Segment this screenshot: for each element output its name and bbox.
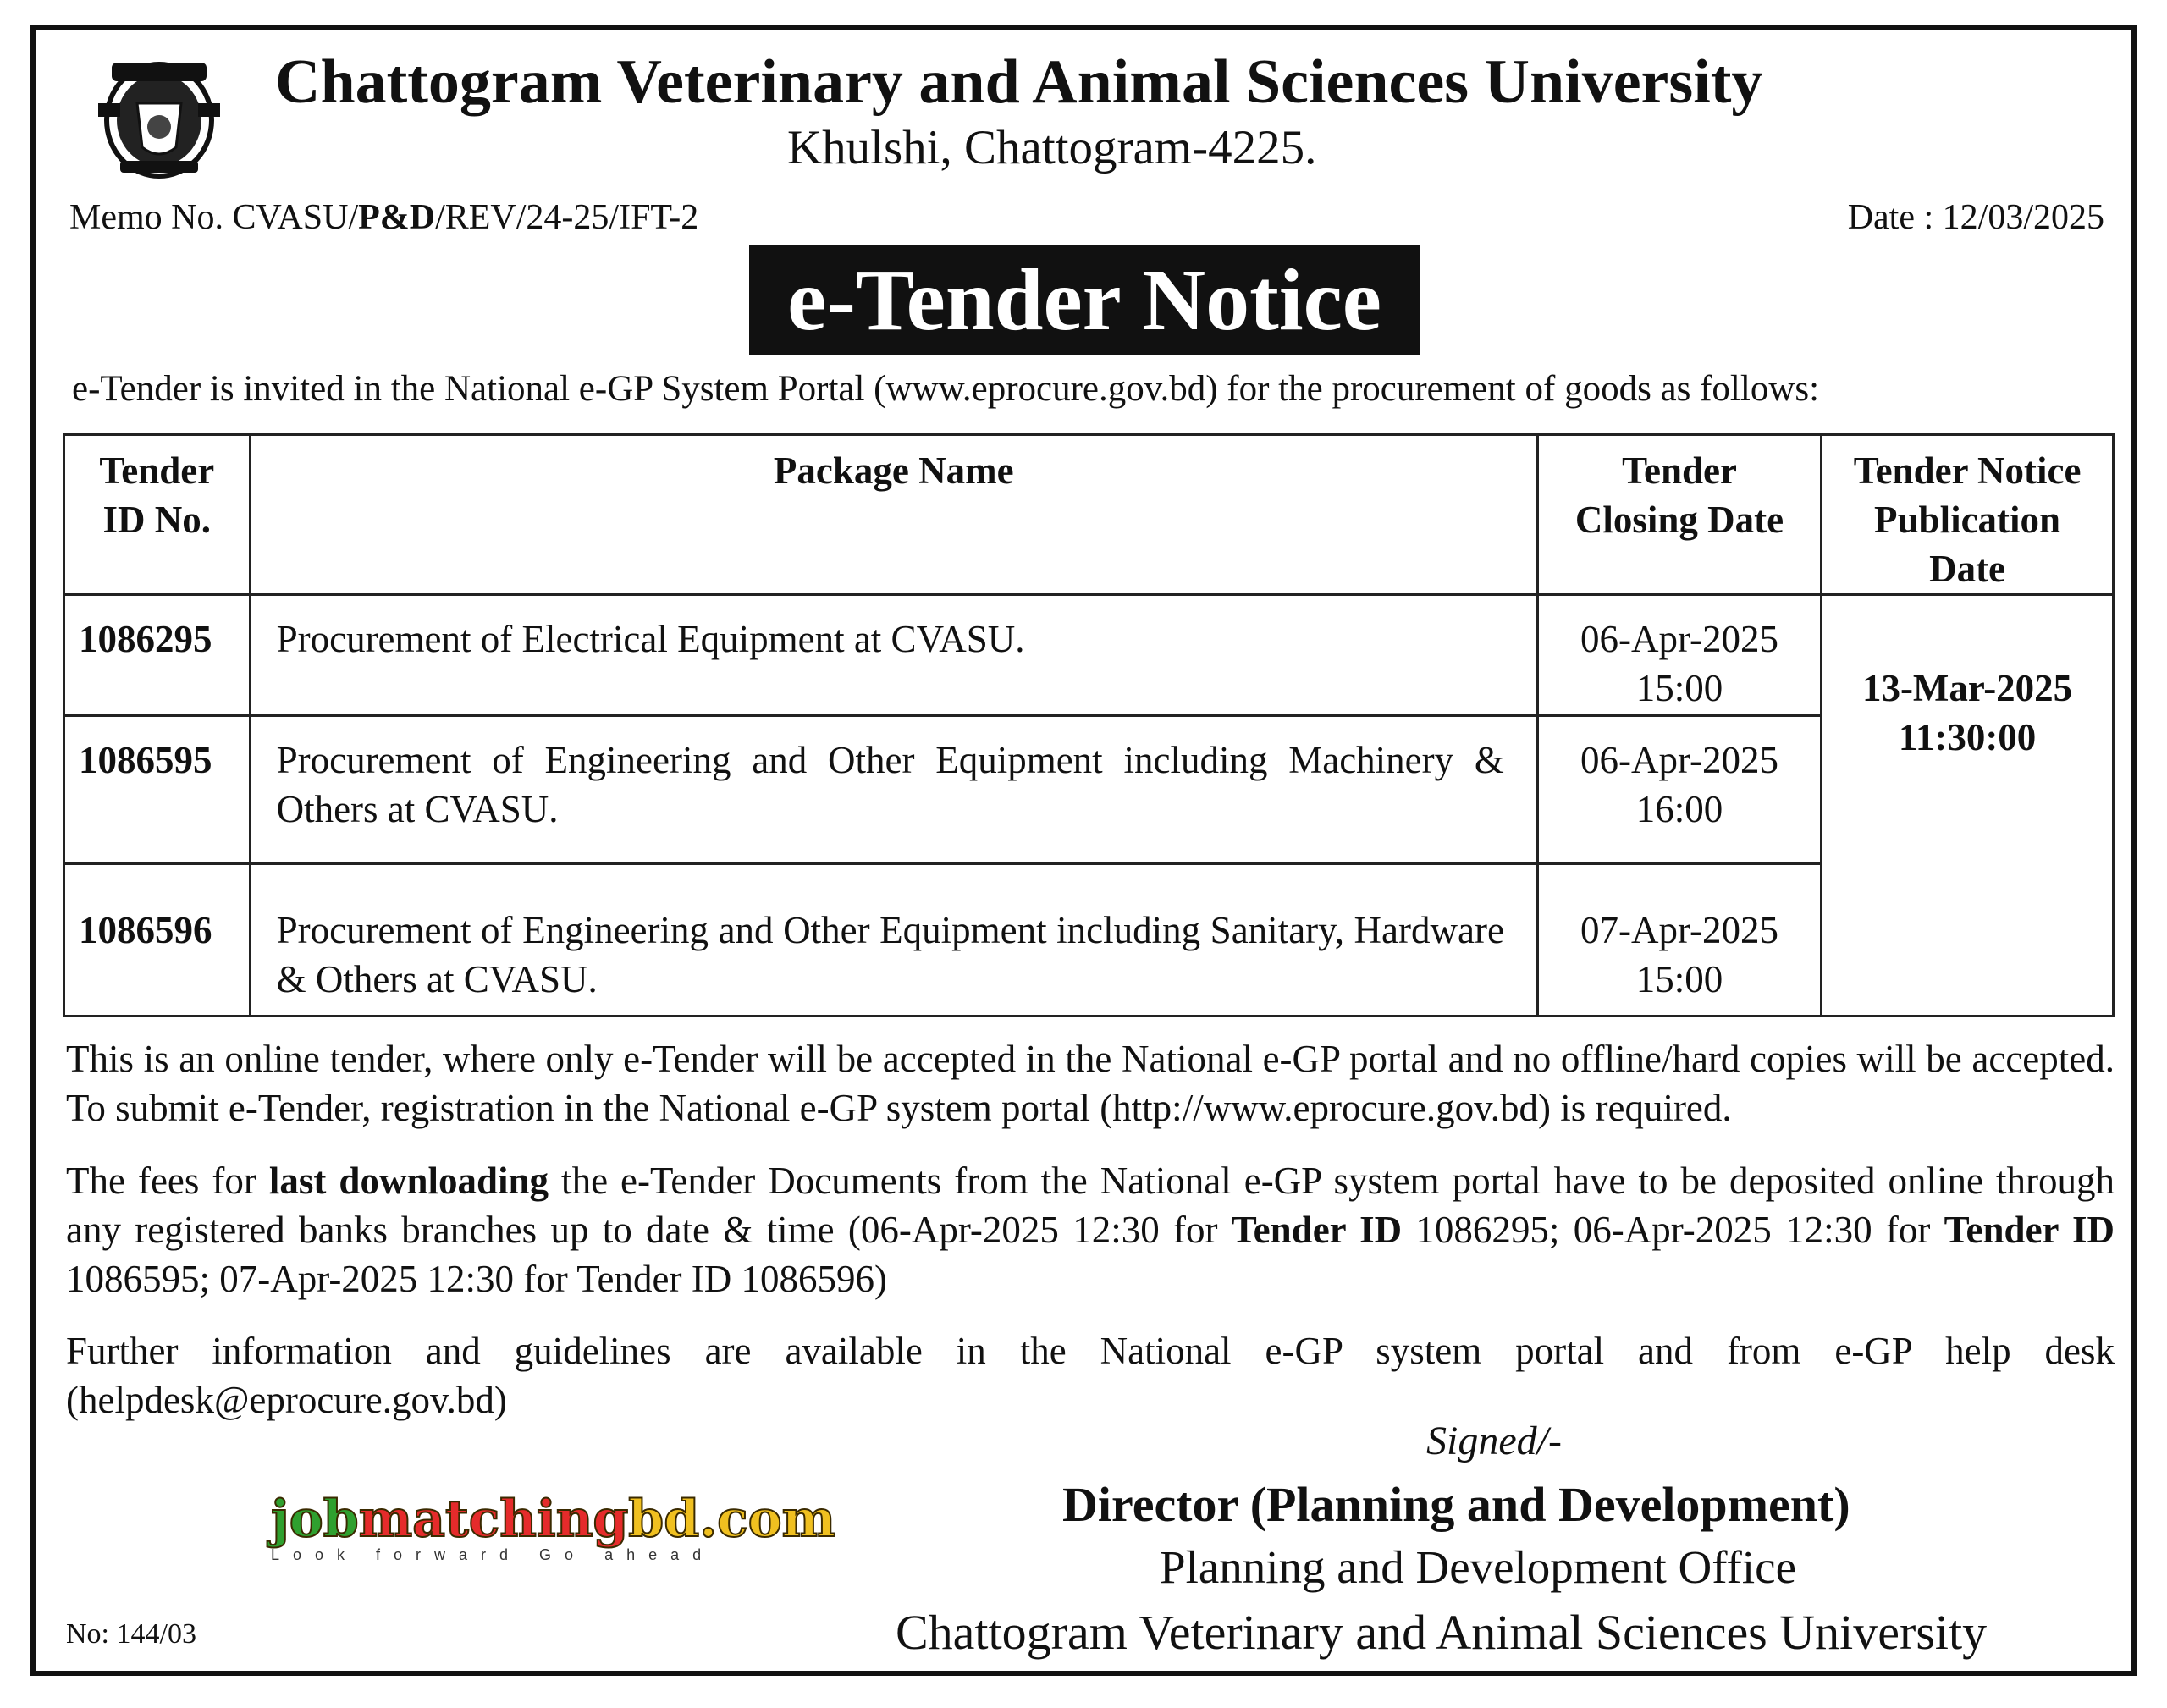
publication-date: 13-Mar-2025 11:30:00 xyxy=(1822,595,2114,864)
header-tender-id: Tender ID No. xyxy=(64,435,251,595)
memo-prefix: Memo No. CVASU/ xyxy=(69,198,359,237)
watermark-wordmark: jobmatchingbd.com xyxy=(271,1490,836,1549)
signatory-office: Planning and Development Office xyxy=(1160,1541,1796,1593)
memo-number xyxy=(69,197,698,238)
online-tender-paragraph: This is an online tender, where only e-Tender will be accepted in the National e-GP portal and no offline/hard copies will be accepted. To submit e-Tender, registration in the National e-GP system portal (http://www.eprocure.gov.bd) is required. xyxy=(66,1038,2115,1129)
university-name: Chattogram Veterinary and Animal Sciences University xyxy=(275,47,1763,117)
package-name: Procurement of Engineering and Other Equipment including Sanitary, Hardware & Others at CVASU. xyxy=(250,864,1537,1017)
signed-label: Signed/- xyxy=(1426,1419,1562,1463)
closing-date: 07-Apr-2025 15:00 xyxy=(1537,864,1821,1017)
table-row xyxy=(64,716,2114,864)
notice-title: e-Tender Notice xyxy=(749,245,1420,355)
table-row xyxy=(64,864,2114,1017)
tender-id: 1086595 xyxy=(64,716,251,864)
header-package-name: Package Name xyxy=(250,435,1537,595)
watermark-logo xyxy=(271,1490,836,1563)
closing-date: 06-Apr-2025 16:00 xyxy=(1537,716,1821,864)
tender-id: 1086295 xyxy=(64,595,251,716)
tender-table xyxy=(63,433,2115,1017)
helpdesk-paragraph: Further information and guidelines are available in the National e-GP system portal and from e-GP help desk (helpdesk@eprocure.gov.bd) xyxy=(66,1330,2115,1421)
signatory-title: Director (Planning and Development) xyxy=(1062,1477,1850,1532)
memo-suffix: /REV/24-25/IFT-2 xyxy=(435,198,699,237)
memo-date: Date : 12/03/2025 xyxy=(1847,198,2104,237)
tender-id: 1086596 xyxy=(64,864,251,1017)
signatory-university: Chattogram Veterinary and Animal Sciences University xyxy=(896,1605,1988,1660)
publication-empty-cell xyxy=(1822,864,2114,1017)
fees-paragraph: The fees for last downloading the e-Tender Documents from the National e-GP system portal have to be deposited online through any registered banks branches up to date & time (06-Apr-2025 12:30 for Tender ID 1086295; 06-Apr-2025 12:30 for Tender ID 1086595; 07-Apr-2025 12:30 for Tender ID 1086596) xyxy=(66,1160,2115,1300)
university-address: Khulshi, Chattogram-4225. xyxy=(787,121,1317,174)
university-logo xyxy=(95,52,223,181)
table-row xyxy=(64,595,2114,716)
reference-number: No: 144/03 xyxy=(66,1618,196,1650)
table-header-row xyxy=(64,435,2114,595)
header-closing-date: Tender Closing Date xyxy=(1537,435,1821,595)
intro-text: e-Tender is invited in the National e-GP System Portal (www.eprocure.gov.bd) for the procurement of goods as follows: xyxy=(72,369,1820,409)
watermark-tagline: Look forward Go ahead xyxy=(271,1546,715,1563)
package-name: Procurement of Engineering and Other Equipment including Machinery & Others at CVASU. xyxy=(250,716,1537,864)
header-publication-date: Tender Notice Publication Date xyxy=(1822,435,2114,595)
package-name: Procurement of Electrical Equipment at CVASU. xyxy=(250,595,1537,716)
memo-bold-part: P&D xyxy=(358,198,436,237)
closing-date: 06-Apr-2025 15:00 xyxy=(1537,595,1821,716)
